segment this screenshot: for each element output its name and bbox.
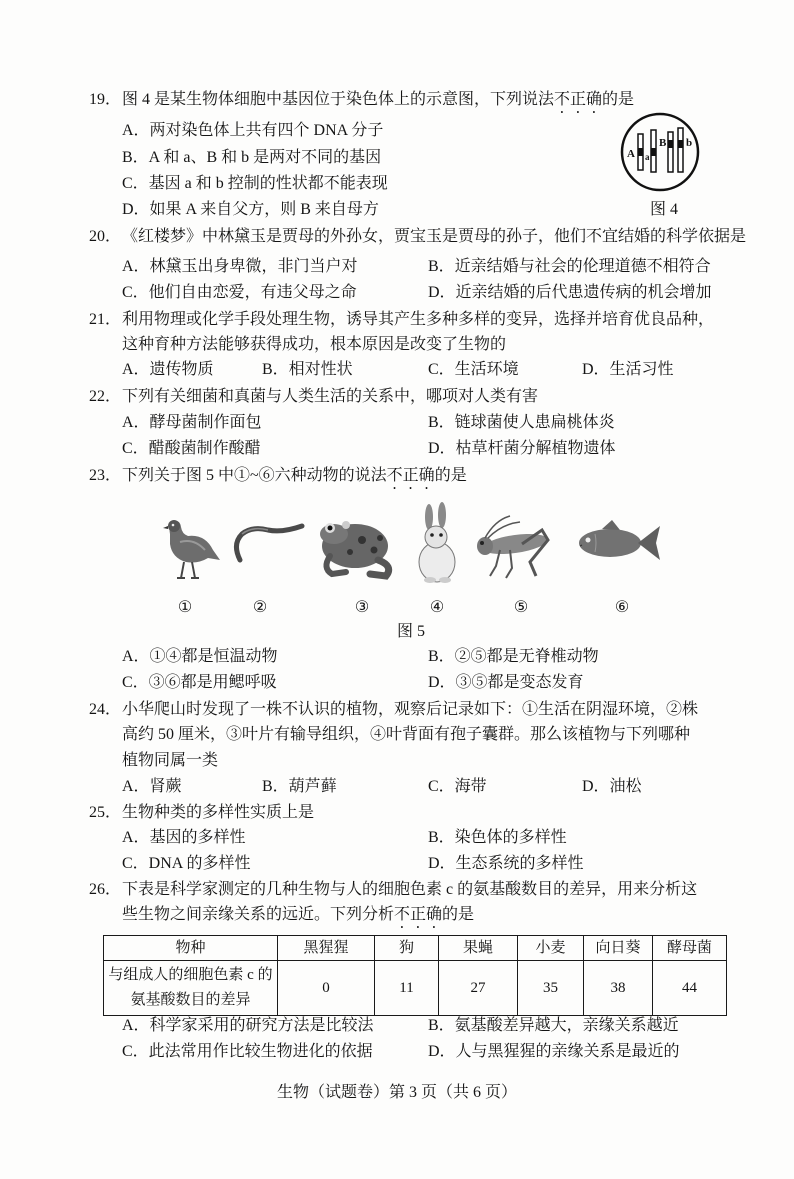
q26-stem-line-1: 下表是科学家测定的几种生物与人的细胞色素 c 的氨基酸数目的差异，用来分析这 xyxy=(122,881,698,898)
q25-option-c: C．DNA 的多样性 xyxy=(122,855,251,872)
q26-number: 26． xyxy=(88,881,121,898)
q23-stem-text: 下列关于图 5 中①~⑥六种动物的说法 xyxy=(122,467,387,484)
q24-stem-line-3: 植物同属一类 xyxy=(122,752,219,769)
q21-option-d: D．生活习性 xyxy=(582,361,674,378)
animal-label-2: ② xyxy=(252,599,268,616)
gene-label-B: B xyxy=(659,137,667,149)
table-header-fruit-fly: 果蝇 xyxy=(439,936,518,961)
q22-option-d: D．枯草杆菌分解植物遗体 xyxy=(428,440,616,457)
chromosome-pair-1 xyxy=(638,130,656,172)
table-row-label-line-2: 氨基酸数目的差异 xyxy=(130,992,251,1008)
q25-option-b: B．染色体的多样性 xyxy=(428,829,567,846)
q22-option-c: C．醋酸菌制作酸醋 xyxy=(122,440,261,457)
gene-label-b: b xyxy=(686,137,693,149)
rabbit-image xyxy=(419,502,455,583)
figure-4-caption: 图 4 xyxy=(649,201,678,218)
q24-stem-line-2: 高约 50 厘米，③叶片有输导组织，④叶背面有孢子囊群。那么该植物与下列哪种 xyxy=(122,726,691,743)
q26-stem-line-2 xyxy=(122,902,474,928)
q22-option-a: A．酵母菌制作面包 xyxy=(122,414,262,431)
table-row-label xyxy=(104,961,278,1016)
q26-option-d: D．人与黑猩猩的亲缘关系是最近的 xyxy=(428,1043,680,1060)
q26-stem-text: 些生物之间亲缘关系的远近。下列分析 xyxy=(122,906,395,923)
chromosome-figure xyxy=(618,110,702,194)
q19-option-a: A．两对染色体上共有四个 DNA 分子 xyxy=(122,122,384,139)
figure-5-caption: 图 5 xyxy=(396,623,425,640)
q25-option-a: A．基因的多样性 xyxy=(122,829,246,846)
animal-label-5: ⑤ xyxy=(513,599,529,616)
q26-option-c: C．此法常用作比较生物进化的依据 xyxy=(122,1043,373,1060)
q21-number: 21． xyxy=(88,311,121,328)
q24-number: 24． xyxy=(88,701,121,718)
page-footer: 生物（试题卷）第 3 页（共 6 页） xyxy=(276,1084,517,1101)
q23-option-a: A．①④都是恒温动物 xyxy=(122,648,278,665)
earthworm-image xyxy=(236,526,302,560)
table-cell: 35 xyxy=(518,961,584,1016)
q21-option-b: B．相对性状 xyxy=(262,361,353,378)
q20-option-d: D．近亲结婚的后代患遗传病的机会增加 xyxy=(428,284,712,301)
table-row-label-line-1: 与组成人的细胞色素 c 的 xyxy=(108,967,273,983)
q24-option-a: A．肾蕨 xyxy=(122,778,182,795)
q19-stem xyxy=(122,87,634,113)
table-header-dog: 狗 xyxy=(375,936,439,961)
table-header-chimpanzee: 黑猩猩 xyxy=(278,936,375,961)
q23-stem xyxy=(122,463,467,489)
q23-option-c: C．③⑥都是用鳃呼吸 xyxy=(122,674,277,691)
animal-label-6: ⑥ xyxy=(614,599,630,616)
q23-option-d: D．③⑤都是变态发育 xyxy=(428,674,584,691)
q26-option-b: B．氨基酸差异越大，亲缘关系越近 xyxy=(428,1017,679,1034)
q25-number: 25． xyxy=(88,804,121,821)
q24-stem-line-1: 小华爬山时发现了一株不认识的植物，观察后记录如下：①生活在阴湿环境，②株 xyxy=(122,701,699,718)
gene-label-A: A xyxy=(627,148,635,160)
q21-stem-line-1: 利用物理或化学手段处理生物，诱导其产生多种多样的变异，选择并培育优良品种， xyxy=(122,311,715,328)
q20-number: 20． xyxy=(88,228,121,245)
table-cell: 0 xyxy=(278,961,375,1016)
table-header-yeast: 酵母菌 xyxy=(653,936,727,961)
q25-option-d: D．生态系统的多样性 xyxy=(428,855,584,872)
gene-label-a: a xyxy=(645,152,650,162)
table-row xyxy=(104,961,727,1016)
q21-option-a: A．遗传物质 xyxy=(122,361,214,378)
animal-label-1: ① xyxy=(177,599,193,616)
q22-option-b: B．链球菌使人患扁桃体炎 xyxy=(428,414,615,431)
table-header-wheat: 小麦 xyxy=(518,936,584,961)
table-cell: 38 xyxy=(584,961,653,1016)
q25-stem: 生物种类的多样性实质上是 xyxy=(122,804,315,821)
animal-figure xyxy=(150,500,680,590)
table-header-sunflower: 向日葵 xyxy=(584,936,653,961)
table-cell: 44 xyxy=(653,961,727,1016)
chromosome-pair-2 xyxy=(668,128,683,172)
table-cell: 27 xyxy=(439,961,518,1016)
q19-option-d: D．如果 A 来自父方，则 B 来自母方 xyxy=(122,201,379,218)
q21-option-c: C．生活环境 xyxy=(428,361,519,378)
animal-label-4: ④ xyxy=(429,599,445,616)
grasshopper-image xyxy=(477,516,549,578)
q23-stem-emphasis: 不正确 xyxy=(386,467,435,484)
pigeon-image xyxy=(163,520,220,578)
q20-option-b: B．近亲结婚与社会的伦理道德不相符合 xyxy=(428,258,711,275)
q26-stem-emphasis: 不正确 xyxy=(394,906,443,923)
q19-stem-end: 的是 xyxy=(602,91,635,108)
cytochrome-c-table xyxy=(103,935,727,1016)
q20-option-c: C．他们自由恋爱，有违父母之命 xyxy=(122,284,357,301)
table-header-species: 物种 xyxy=(104,936,278,961)
q22-number: 22． xyxy=(88,388,121,405)
q24-option-c: C．海带 xyxy=(428,778,487,795)
table-cell: 11 xyxy=(375,961,439,1016)
table-header-row xyxy=(104,936,727,961)
q23-number: 23． xyxy=(88,467,121,484)
q19-stem-emphasis: 不正确 xyxy=(554,91,603,108)
q22-stem: 下列有关细菌和真菌与人类生活的关系中，哪项对人类有害 xyxy=(122,388,539,405)
q19-option-c: C．基因 a 和 b 控制的性状都不能表现 xyxy=(122,175,388,192)
q20-stem: 《红楼梦》中林黛玉是贾母的外孙女，贾宝玉是贾母的孙子，他们不宜结婚的科学依据是 xyxy=(122,228,747,245)
animal-label-3: ③ xyxy=(354,599,370,616)
q21-stem-line-2: 这种育种方法能够获得成功，根本原因是改变了生物的 xyxy=(122,336,507,353)
q24-option-b: B．葫芦藓 xyxy=(262,778,337,795)
q23-stem-end: 的是 xyxy=(434,467,467,484)
q19-option-b: B．A 和 a、B 和 b 是两对不同的基因 xyxy=(122,149,382,166)
q26-option-a: A．科学家采用的研究方法是比较法 xyxy=(122,1017,374,1034)
q20-option-a: A．林黛玉出身卑微，非门当户对 xyxy=(122,258,358,275)
q24-option-d: D．油松 xyxy=(582,778,642,795)
q26-stem-end: 的是 xyxy=(442,906,475,923)
fish-image xyxy=(579,520,660,560)
q19-stem-text: 图 4 是某生物体细胞中基因位于染色体上的示意图，下列说法 xyxy=(122,91,555,108)
frog-image xyxy=(320,521,389,576)
q23-option-b: B．②⑤都是无脊椎动物 xyxy=(428,648,599,665)
q19-number: 19． xyxy=(88,91,121,108)
